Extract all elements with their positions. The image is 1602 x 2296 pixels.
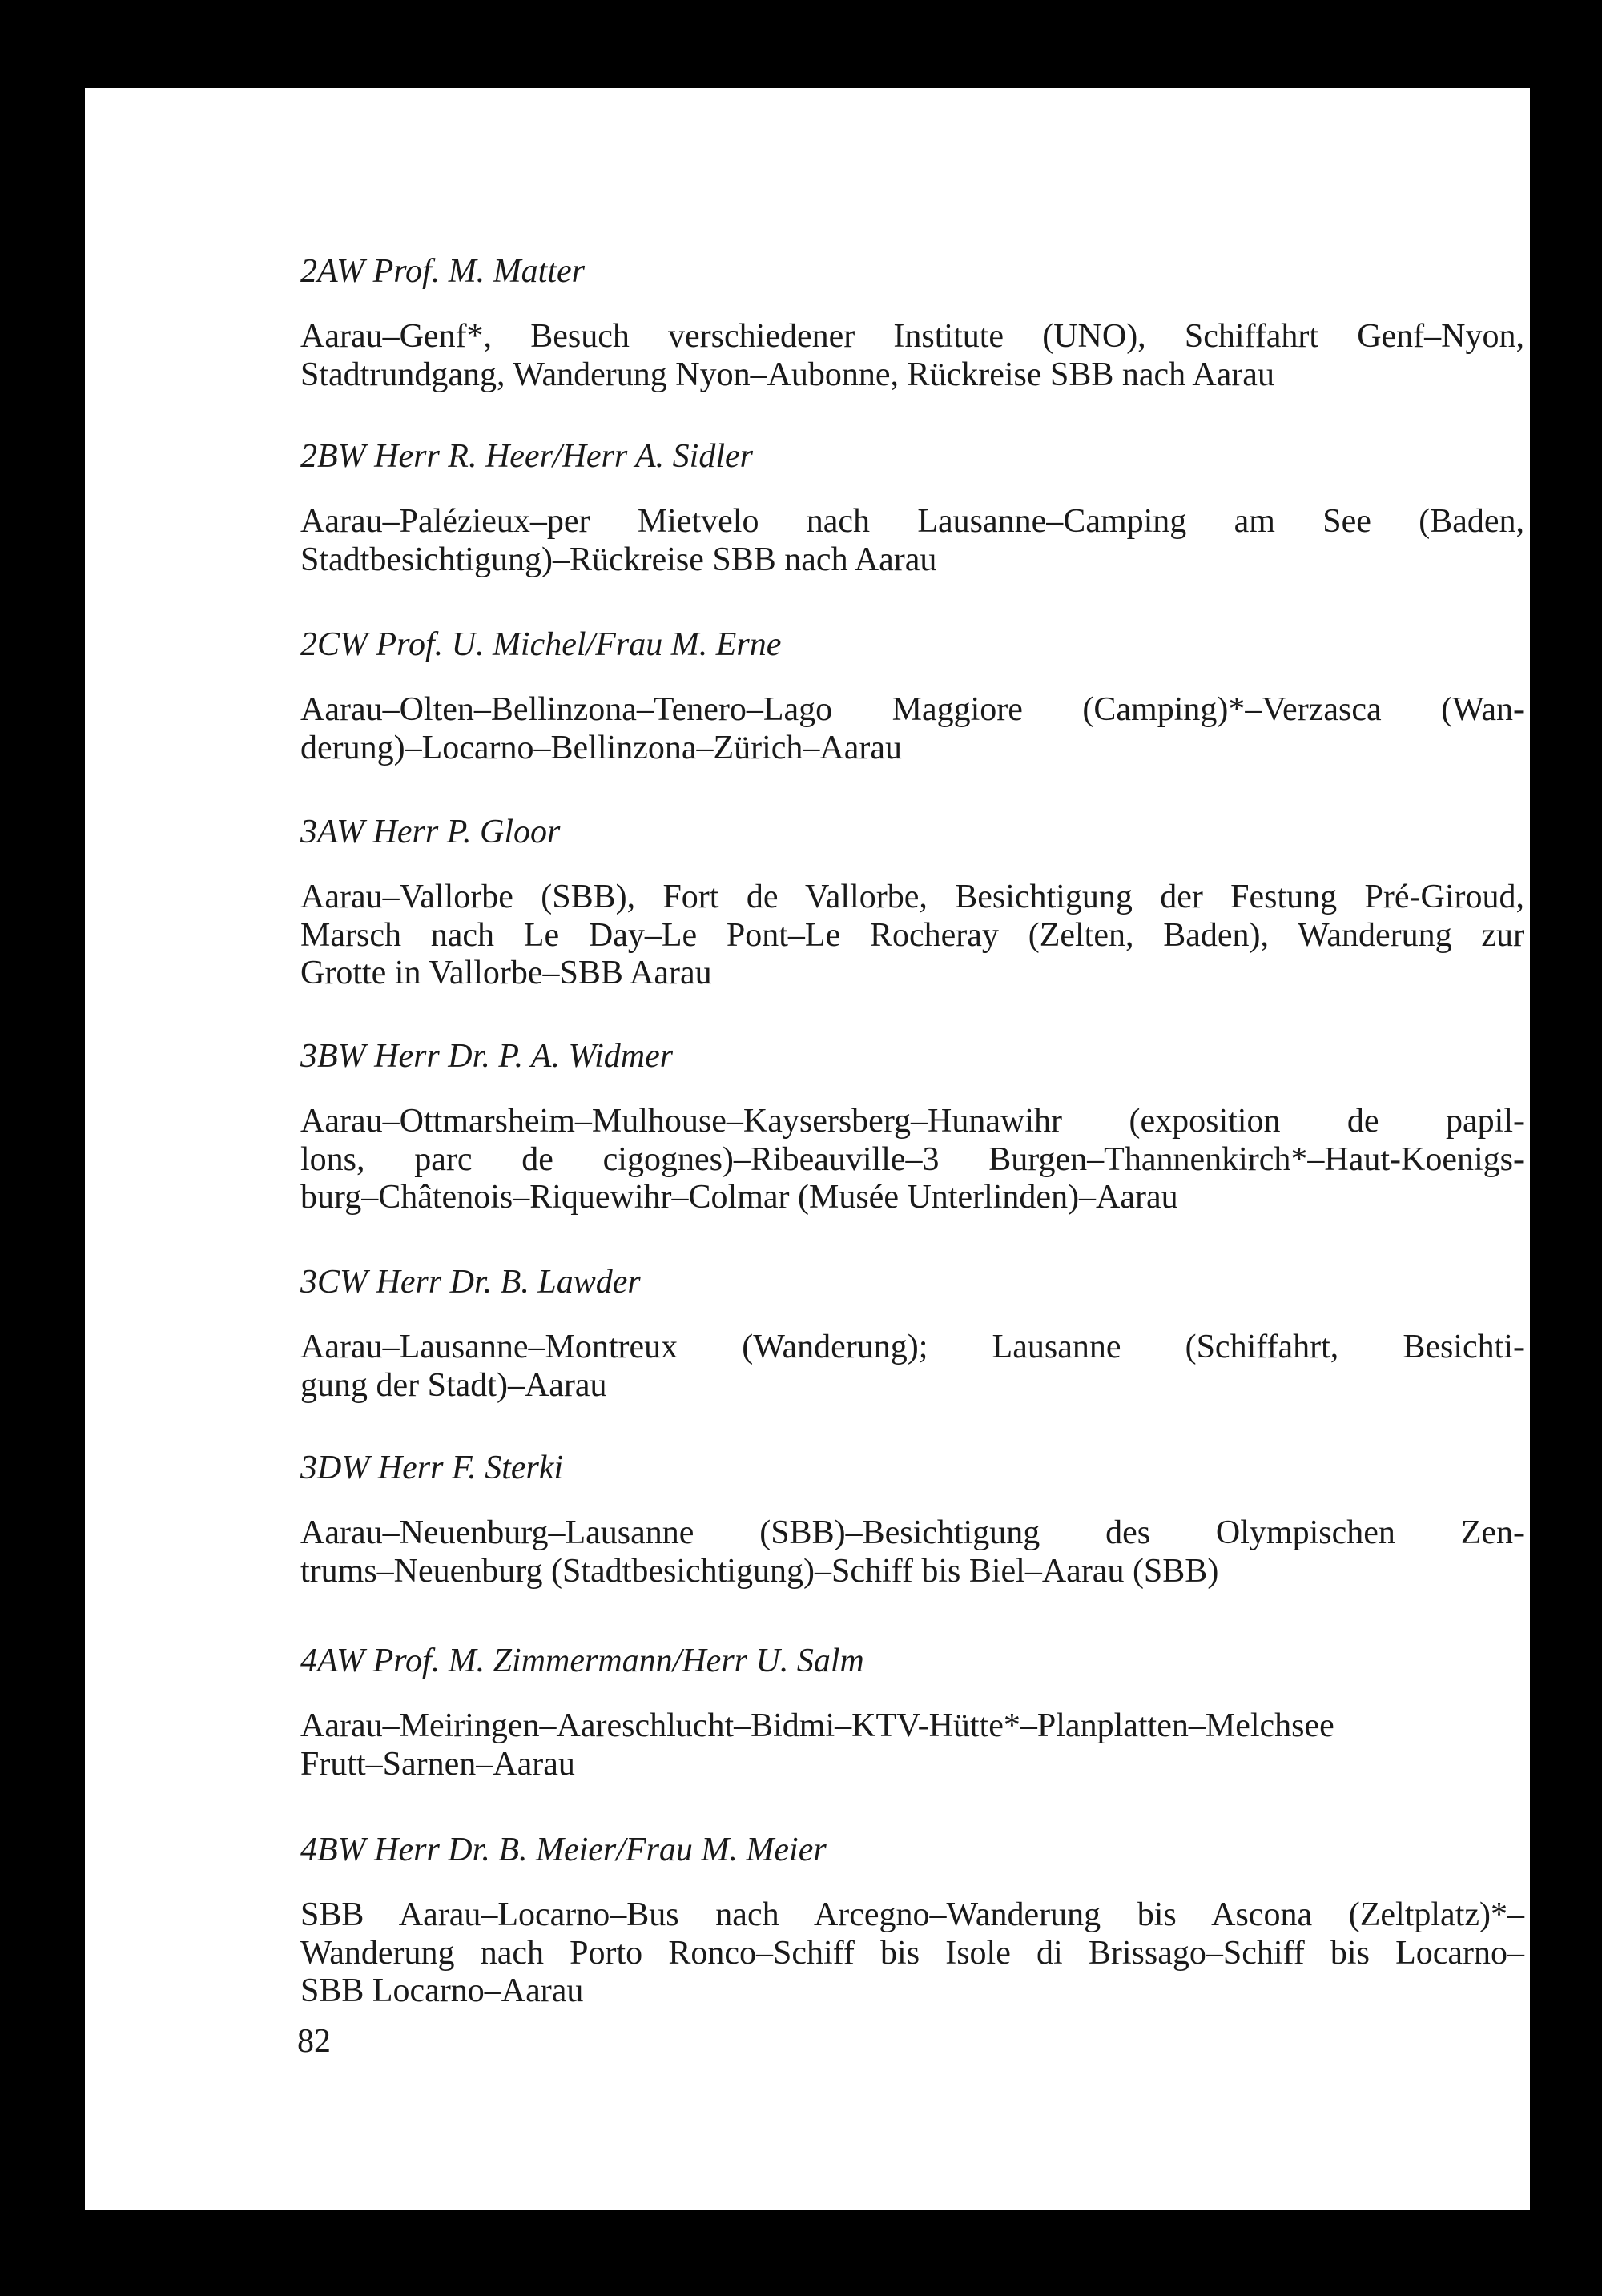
itinerary-section: [300, 1038, 1524, 1217]
body-line: Aarau–Genf*, Besuch verschiedener Institute (UNO), Schiffahrt Genf–Nyon,: [300, 318, 1524, 355]
section-body: [300, 1707, 1524, 1783]
section-body: [300, 1896, 1524, 2011]
body-line: Stadtbesichtigung)–Rückreise SBB nach Aarau: [300, 541, 937, 578]
body-line: Grotte in Vallorbe–SBB Aarau: [300, 955, 712, 991]
body-line: Wanderung nach Porto Ronco–Schiff bis Isole di Brissago–Schiff bis Locarno–: [300, 1934, 1524, 1972]
section-heading: 2CW Prof. U. Michel/Frau M. Erne: [300, 626, 782, 663]
body-line: SBB Aarau–Locarno–Bus nach Arcegno–Wanderung bis Ascona (Zeltplatz)*–: [300, 1896, 1524, 1933]
section-body: [300, 691, 1524, 767]
section-body: [300, 318, 1524, 394]
section-heading: 4BW Herr Dr. B. Meier/Frau M. Meier: [300, 1832, 827, 1868]
body-line: Aarau–Vallorbe (SBB), Fort de Vallorbe, Besichtigung der Festung Pré-Giroud,: [300, 879, 1524, 915]
page-number: 82: [297, 2023, 331, 2060]
section-body: [300, 1103, 1524, 1217]
body-line: SBB Locarno–Aarau: [300, 1972, 584, 2009]
body-line: Aarau–Olten–Bellinzona–Tenero–Lago Maggiore (Camping)*–Verzasca (Wan-: [300, 691, 1524, 728]
itinerary-section: [300, 1450, 1524, 1590]
itinerary-section: [300, 626, 1524, 767]
section-body: [300, 503, 1524, 579]
itinerary-section: [300, 1264, 1524, 1405]
body-line: trums–Neuenburg (Stadtbesichtigung)–Schiff bis Biel–Aarau (SBB): [300, 1552, 1219, 1590]
body-line: Marsch nach Le Day–Le Pont–Le Rocheray (Zelten, Baden), Wanderung zur: [300, 916, 1524, 954]
body-line: gung der Stadt)–Aarau: [300, 1366, 607, 1404]
itinerary-section: [300, 1832, 1524, 2011]
body-line: Aarau–Lausanne–Montreux (Wanderung); Lausanne (Schiffahrt, Besichti-: [300, 1329, 1524, 1365]
body-line: Aarau–Palézieux–per Mietvelo nach Lausanne–Camping am See (Baden,: [300, 503, 1524, 540]
section-heading: 2BW Herr R. Heer/Herr A. Sidler: [300, 438, 753, 475]
section-body: [300, 879, 1524, 993]
body-line: Aarau–Neuenburg–Lausanne (SBB)–Besichtigung des Olympischen Zen-: [300, 1514, 1524, 1551]
body-line: burg–Châtenois–Riquewihr–Colmar (Musée Unterlinden)–Aarau: [300, 1179, 1178, 1216]
body-line: Frutt–Sarnen–Aarau: [300, 1745, 575, 1783]
section-heading: 3CW Herr Dr. B. Lawder: [300, 1264, 641, 1301]
section-heading: 2AW Prof. M. Matter: [300, 253, 585, 290]
page: [85, 88, 1530, 2210]
body-line: derung)–Locarno–Bellinzona–Zürich–Aarau: [300, 729, 903, 766]
itinerary-section: [300, 1643, 1524, 1783]
body-line: Aarau–Meiringen–Aareschlucht–Bidmi–KTV-Hütte*–Planplatten–Melchsee: [300, 1707, 1334, 1744]
section-heading: 4AW Prof. M. Zimmermann/Herr U. Salm: [300, 1643, 864, 1679]
body-line: Aarau–Ottmarsheim–Mulhouse–Kaysersberg–Hunawihr (exposition de papil-: [300, 1103, 1524, 1140]
itinerary-section: [300, 814, 1524, 993]
section-heading: 3DW Herr F. Sterki: [300, 1450, 564, 1486]
section-heading: 3AW Herr P. Gloor: [300, 814, 561, 850]
section-heading: 3BW Herr Dr. P. A. Widmer: [300, 1038, 674, 1075]
itinerary-section: [300, 253, 1524, 394]
itinerary-section: [300, 438, 1524, 579]
body-line: lons, parc de cigognes)–Ribeauville–3 Burgen–Thannenkirch*–Haut-Koenigs-: [300, 1140, 1524, 1178]
section-body: [300, 1514, 1524, 1590]
body-line: Stadtrundgang, Wanderung Nyon–Aubonne, Rückreise SBB nach Aarau: [300, 356, 1274, 393]
section-body: [300, 1329, 1524, 1405]
